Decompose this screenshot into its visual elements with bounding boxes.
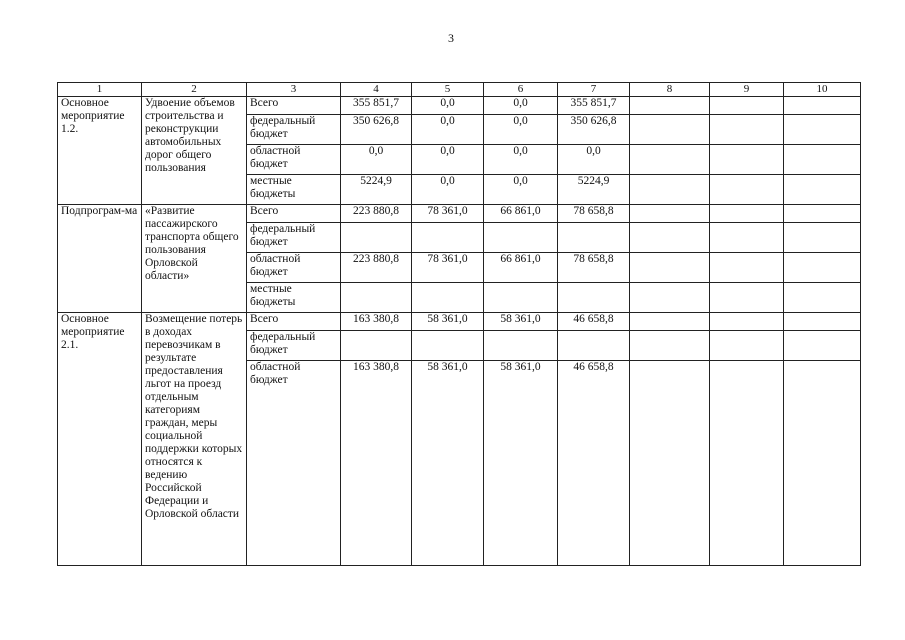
- funding-source: местные бюджеты: [247, 175, 341, 205]
- amount-cell: 66 861,0: [484, 205, 558, 223]
- empty-cell: [710, 253, 784, 283]
- column-header: 8: [630, 83, 710, 97]
- amount-cell: [558, 223, 630, 253]
- amount-cell: 78 361,0: [412, 205, 484, 223]
- amount-cell: 355 851,7: [558, 97, 630, 115]
- amount-cell: [484, 331, 558, 361]
- empty-cell: [784, 283, 861, 313]
- empty-cell: [630, 331, 710, 361]
- empty-cell: [784, 253, 861, 283]
- empty-cell: [710, 331, 784, 361]
- activity-description: «Развитие пассажирского транспорта общего пользования Орловской области»: [142, 205, 247, 313]
- activity-description: Удвоение объемов строительства и реконструкции автомобильных дорог общего пользования: [142, 97, 247, 205]
- amount-cell: 58 361,0: [484, 361, 558, 566]
- empty-cell: [630, 283, 710, 313]
- empty-cell: [710, 97, 784, 115]
- amount-cell: 5224,9: [341, 175, 412, 205]
- funding-source: федеральный бюджет: [247, 331, 341, 361]
- empty-cell: [630, 361, 710, 566]
- amount-cell: 78 361,0: [412, 253, 484, 283]
- amount-cell: 5224,9: [558, 175, 630, 205]
- empty-cell: [784, 361, 861, 566]
- amount-cell: [341, 331, 412, 361]
- column-header: 5: [412, 83, 484, 97]
- amount-cell: 223 880,8: [341, 253, 412, 283]
- amount-cell: 46 658,8: [558, 313, 630, 331]
- amount-cell: 350 626,8: [341, 115, 412, 145]
- amount-cell: 0,0: [484, 115, 558, 145]
- empty-cell: [710, 175, 784, 205]
- funding-source: областной бюджет: [247, 253, 341, 283]
- empty-cell: [710, 223, 784, 253]
- activity-name: Подпрограм-ма: [58, 205, 142, 313]
- column-header-row: [58, 83, 861, 97]
- activity-description: Возмещение потерь в доходах перевозчикам в результате предоставления льгот на проезд отдельным категориям граждан, меры социальной поддержки которых относятся к ведению Российской Федерации и Орловской области: [142, 313, 247, 566]
- empty-cell: [710, 283, 784, 313]
- table-row: [58, 97, 861, 115]
- amount-cell: 163 380,8: [341, 361, 412, 566]
- amount-cell: 0,0: [412, 97, 484, 115]
- amount-cell: 78 658,8: [558, 253, 630, 283]
- amount-cell: 163 380,8: [341, 313, 412, 331]
- amount-cell: 0,0: [412, 115, 484, 145]
- table-row: [58, 313, 861, 331]
- empty-cell: [630, 205, 710, 223]
- amount-cell: 46 658,8: [558, 361, 630, 566]
- amount-cell: 223 880,8: [341, 205, 412, 223]
- empty-cell: [784, 223, 861, 253]
- amount-cell: [341, 283, 412, 313]
- funding-source: Всего: [247, 97, 341, 115]
- empty-cell: [710, 205, 784, 223]
- page-number: 3: [448, 31, 454, 45]
- funding-source: областной бюджет: [247, 145, 341, 175]
- amount-cell: 66 861,0: [484, 253, 558, 283]
- amount-cell: [484, 283, 558, 313]
- activity-name: Основное мероприятие 2.1.: [58, 313, 142, 566]
- funding-source: областной бюджет: [247, 361, 341, 566]
- empty-cell: [784, 145, 861, 175]
- column-header: 2: [142, 83, 247, 97]
- amount-cell: 0,0: [484, 145, 558, 175]
- empty-cell: [710, 115, 784, 145]
- empty-cell: [710, 361, 784, 566]
- table-row: [58, 205, 861, 223]
- amount-cell: [558, 283, 630, 313]
- amount-cell: 0,0: [558, 145, 630, 175]
- empty-cell: [784, 331, 861, 361]
- amount-cell: [412, 283, 484, 313]
- funding-source: Всего: [247, 313, 341, 331]
- budget-table: [57, 82, 861, 566]
- empty-cell: [630, 223, 710, 253]
- amount-cell: 78 658,8: [558, 205, 630, 223]
- empty-cell: [784, 313, 861, 331]
- empty-cell: [710, 145, 784, 175]
- amount-cell: 0,0: [484, 175, 558, 205]
- empty-cell: [784, 115, 861, 145]
- column-header: 4: [341, 83, 412, 97]
- amount-cell: 350 626,8: [558, 115, 630, 145]
- empty-cell: [630, 145, 710, 175]
- amount-cell: [412, 331, 484, 361]
- amount-cell: 58 361,0: [484, 313, 558, 331]
- amount-cell: 0,0: [412, 175, 484, 205]
- amount-cell: 58 361,0: [412, 313, 484, 331]
- column-header: 1: [58, 83, 142, 97]
- amount-cell: 0,0: [484, 97, 558, 115]
- empty-cell: [630, 313, 710, 331]
- funding-source: федеральный бюджет: [247, 115, 341, 145]
- amount-cell: 0,0: [412, 145, 484, 175]
- column-header: 9: [710, 83, 784, 97]
- empty-cell: [630, 115, 710, 145]
- column-header: 7: [558, 83, 630, 97]
- funding-source: федеральный бюджет: [247, 223, 341, 253]
- funding-source: Всего: [247, 205, 341, 223]
- empty-cell: [630, 175, 710, 205]
- empty-cell: [784, 205, 861, 223]
- table-body: [58, 83, 861, 566]
- empty-cell: [710, 313, 784, 331]
- empty-cell: [630, 253, 710, 283]
- amount-cell: [412, 223, 484, 253]
- amount-cell: 0,0: [341, 145, 412, 175]
- amount-cell: 58 361,0: [412, 361, 484, 566]
- empty-cell: [784, 97, 861, 115]
- amount-cell: 355 851,7: [341, 97, 412, 115]
- amount-cell: [341, 223, 412, 253]
- empty-cell: [784, 175, 861, 205]
- funding-source: местные бюджеты: [247, 283, 341, 313]
- column-header: 10: [784, 83, 861, 97]
- column-header: 3: [247, 83, 341, 97]
- empty-cell: [630, 97, 710, 115]
- column-header: 6: [484, 83, 558, 97]
- amount-cell: [484, 223, 558, 253]
- amount-cell: [558, 331, 630, 361]
- activity-name: Основное мероприятие 1.2.: [58, 97, 142, 205]
